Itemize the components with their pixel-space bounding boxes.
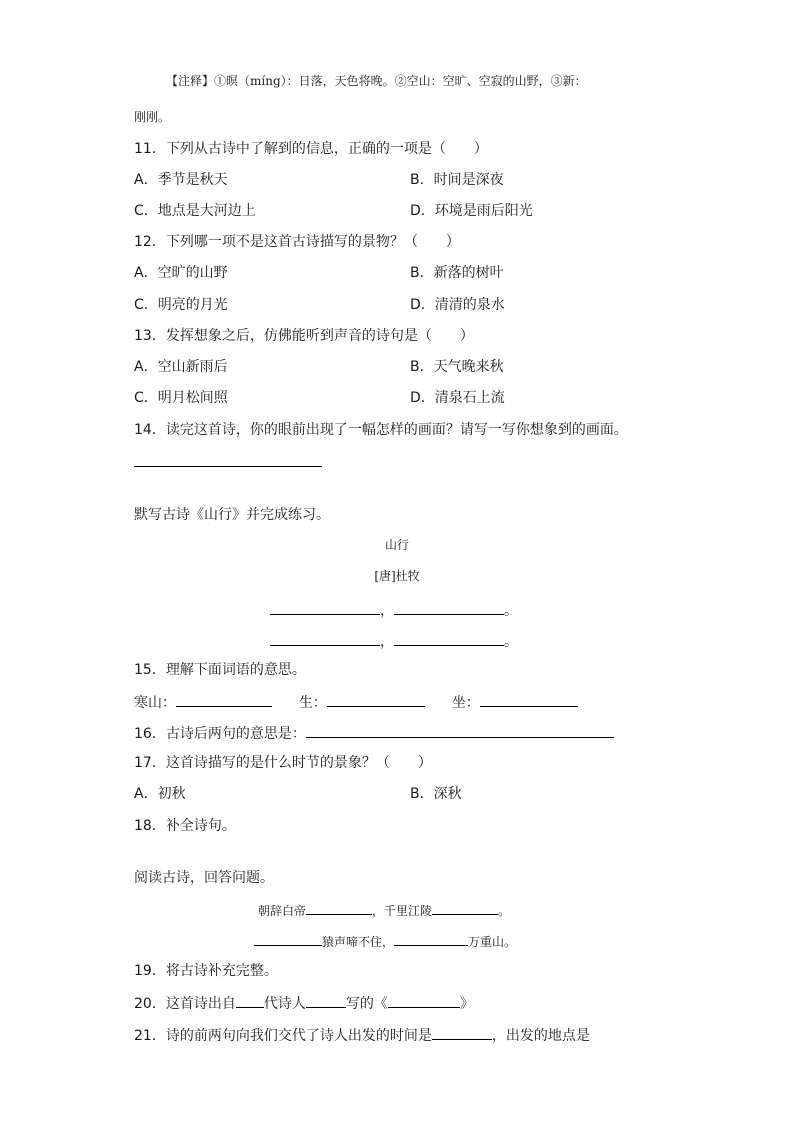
question-21-row (134, 1025, 590, 1045)
poem2-blank-3[interactable] (254, 931, 322, 946)
question-12-stem: 12．下列哪一项不是这首古诗描写的景物？（ ） (134, 234, 460, 250)
poem-comma-2: ， (380, 634, 394, 650)
q15-word-hanshan: 寒山： (134, 695, 176, 711)
poem2-blank-4[interactable] (394, 931, 468, 946)
poem-blank-3[interactable] (270, 631, 380, 646)
question-17-stem: 17．这首诗描写的是什么时节的景象？（ ） (134, 755, 432, 771)
q17-option-a[interactable]: A．初秋 (134, 786, 186, 802)
question-18-stem: 18．补全诗句。 (134, 818, 236, 834)
question-16-stem: 16．古诗后两句的意思是： (134, 726, 306, 742)
poem-comma-1: ， (380, 603, 394, 619)
q11-option-b[interactable]: B．时间是深夜 (410, 172, 504, 188)
question-14-stem: 14．读完这首诗，你的眼前出现了一幅怎样的画面？请写一写你想象到的画面。 (134, 422, 628, 438)
question-16-row (134, 723, 614, 743)
q15-words-row (134, 692, 578, 712)
poem-period-2: 。 (504, 634, 518, 650)
q16-answer-blank[interactable] (306, 723, 614, 738)
poem-period-1: 。 (504, 603, 518, 619)
q15-blank-zuo[interactable] (480, 692, 578, 707)
q20-text-4: 》 (459, 996, 474, 1012)
annotation-note-line1: 【注释】①暝（míng）：日落，天色将晚。②空山：空旷、空寂的山野，③新： (166, 74, 587, 88)
question-20-row (134, 993, 474, 1013)
poem-blank-4[interactable] (394, 631, 504, 646)
question-15-stem: 15．理解下面词语的意思。 (134, 662, 306, 678)
question-11-stem: 11．下列从古诗中了解到的信息，正确的一项是（ ） (134, 141, 488, 157)
q17-option-b[interactable]: B．深秋 (410, 786, 462, 802)
q15-word-zuo: 坐： (451, 695, 480, 711)
q13-option-c[interactable]: C．明月松间照 (134, 390, 228, 406)
poem-blank-row-2 (270, 631, 518, 651)
poem2-line-2 (254, 931, 516, 951)
q21-blank-time[interactable] (432, 1025, 492, 1040)
poem2-line1-part2: ，千里江陵 (372, 904, 433, 918)
poem2-line2-part1: 猿声啼不住， (322, 935, 395, 949)
q20-blank-dynasty[interactable] (236, 993, 264, 1008)
poem2-blank-1[interactable] (306, 900, 372, 915)
poem2-line2-part2: 万重山。 (468, 935, 517, 949)
q12-option-b[interactable]: B．新落的树叶 (410, 265, 504, 281)
poem2-line-1 (258, 900, 510, 920)
q15-blank-hanshan[interactable] (176, 692, 272, 707)
q13-option-b[interactable]: B．天气晚来秋 (410, 359, 504, 375)
question-13-stem: 13．发挥想象之后，仿佛能听到声音的诗句是（ ） (134, 328, 474, 344)
poem-title: 山行 (384, 538, 409, 552)
poem-author: [唐]杜牧 (374, 569, 420, 583)
q15-blank-sheng[interactable] (327, 692, 425, 707)
q20-blank-poet[interactable] (306, 993, 346, 1008)
q11-option-a[interactable]: A．季节是秋天 (134, 172, 228, 188)
poem-blank-1[interactable] (270, 600, 380, 615)
poem-blank-row-1 (270, 600, 518, 620)
poem2-line1-part3: 。 (498, 904, 511, 918)
q20-text-3: 写的《 (345, 996, 388, 1012)
q12-option-d[interactable]: D．清清的泉水 (410, 297, 505, 313)
annotation-note-line2: 刚刚。 (134, 110, 171, 124)
q12-option-c[interactable]: C．明亮的月光 (134, 297, 228, 313)
q14-answer-line[interactable] (134, 466, 322, 467)
poem-blank-2[interactable] (394, 600, 504, 615)
q21-text-1: 21．诗的前两句向我们交代了诗人出发的时间是 (134, 1028, 432, 1044)
q11-option-c[interactable]: C．地点是大河边上 (134, 203, 256, 219)
q20-blank-title[interactable] (388, 993, 460, 1008)
q20-text-1: 20．这首诗出自 (134, 996, 236, 1012)
poem2-blank-2[interactable] (432, 900, 498, 915)
section-2-intro: 默写古诗《山行》并完成练习。 (134, 507, 330, 523)
q15-word-sheng: 生： (298, 695, 327, 711)
q11-option-d[interactable]: D．环境是雨后阳光 (410, 203, 533, 219)
section-3-intro: 阅读古诗，回答问题。 (134, 870, 274, 886)
q13-option-d[interactable]: D．清泉石上流 (410, 390, 505, 406)
q13-option-a[interactable]: A．空山新雨后 (134, 359, 228, 375)
q12-option-a[interactable]: A．空旷的山野 (134, 265, 228, 281)
q20-text-2: 代诗人 (263, 996, 306, 1012)
q21-text-2: ，出发的地点是 (491, 1028, 590, 1044)
question-19-stem: 19．将古诗补充完整。 (134, 963, 278, 979)
poem2-line1-part1: 朝辞白帝 (258, 904, 307, 918)
